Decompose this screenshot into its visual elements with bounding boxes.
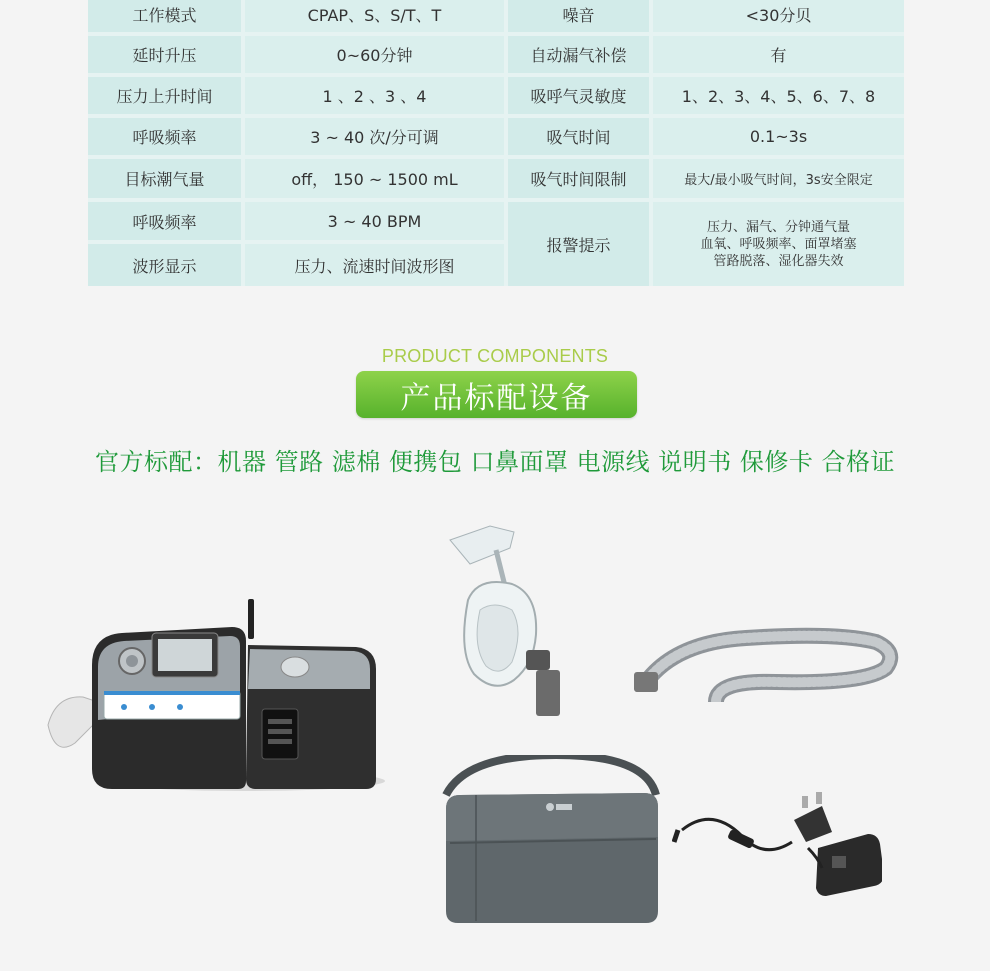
spec-value: 0.1~3s bbox=[653, 118, 904, 155]
spec-value: <30分贝 bbox=[653, 0, 904, 32]
spec-label: 目标潮气量 bbox=[88, 159, 241, 198]
spec-value: 1、2、3、4、5、6、7、8 bbox=[653, 77, 904, 114]
spec-value: 3 ~ 40 BPM bbox=[245, 202, 504, 240]
spec-label: 自动漏气补偿 bbox=[508, 36, 649, 73]
spec-label: 吸呼气灵敏度 bbox=[508, 77, 649, 114]
carry-bag-image bbox=[436, 755, 666, 925]
spec-label: 压力上升时间 bbox=[88, 77, 241, 114]
spec-value: 3 ~ 40 次/分可调 bbox=[245, 118, 504, 155]
nasal-mask-image bbox=[440, 520, 570, 720]
spec-label: 吸气时间限制 bbox=[508, 159, 649, 198]
spec-value: 0~60分钟 bbox=[245, 36, 504, 73]
spec-label: 工作模式 bbox=[88, 0, 241, 32]
spec-value: 最大/最小吸气时间，3s安全限定 bbox=[653, 159, 904, 198]
spec-label: 呼吸频率 bbox=[88, 202, 241, 240]
spec-label: 延时升压 bbox=[88, 36, 241, 73]
spec-label: 呼吸频率 bbox=[88, 118, 241, 155]
spec-value: 1 、2 、3 、4 bbox=[245, 77, 504, 114]
alarm-line: 管路脱落、湿化器失效 bbox=[713, 253, 844, 269]
components-english-title: PRODUCT COMPONENTS bbox=[381, 346, 609, 366]
spec-value: 压力、流速时间波形图 bbox=[245, 244, 504, 286]
official-accessories-list: 官方标配：机器 管路 滤棉 便携包 口鼻面罩 电源线 说明书 保修卡 合格证 bbox=[94, 448, 896, 476]
components-chinese-title: 产品标配设备 bbox=[400, 380, 593, 416]
air-tube-image bbox=[632, 612, 902, 702]
alarm-line: 血氧、呼吸频率、面罩堵塞 bbox=[700, 236, 857, 252]
alarm-label: 报警提示 bbox=[508, 202, 649, 286]
alarm-value bbox=[653, 202, 904, 286]
power-adapter-image bbox=[672, 790, 882, 900]
spec-label: 噪音 bbox=[508, 0, 649, 32]
spec-value: off， 150 ~ 1500 mL bbox=[245, 159, 504, 198]
spec-value: 有 bbox=[653, 36, 904, 73]
spec-label: 波形显示 bbox=[88, 244, 241, 286]
cpap-machine-image bbox=[40, 595, 385, 795]
spec-value: CPAP、S、S/T、T bbox=[245, 0, 504, 32]
components-title-pill bbox=[356, 371, 637, 418]
alarm-line: 压力、漏气、分钟通气量 bbox=[706, 219, 850, 235]
spec-table bbox=[88, 0, 904, 286]
spec-label: 吸气时间 bbox=[508, 118, 649, 155]
